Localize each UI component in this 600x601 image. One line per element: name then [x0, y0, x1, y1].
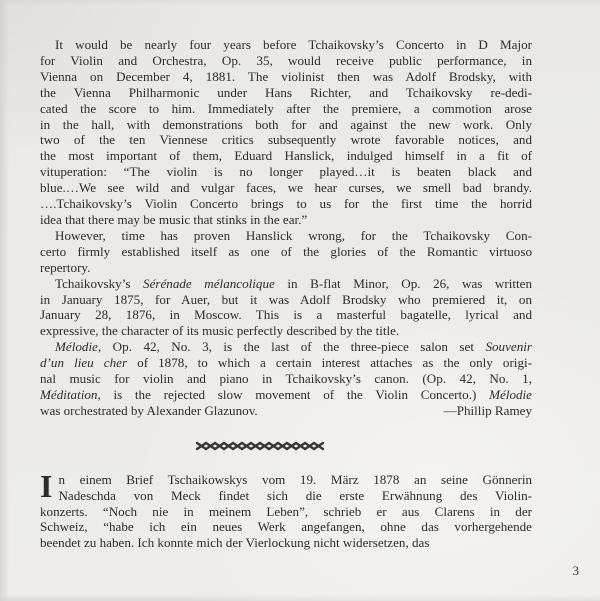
page-number: 3: [572, 563, 579, 578]
text-run: , is the rejected slow movement of the Violin Concerto.): [97, 386, 490, 402]
text-line: [40, 371, 532, 387]
text-run: expressive, the character of its music perfectly described by the title.: [40, 323, 400, 339]
text-run: in January 1875, for Auer, but it was Adolf Brodsky who premiered it, on: [40, 291, 532, 307]
text-run: konzerts. “Noch nie in meinem Leben”, schrieb er aus Clarens in der: [40, 503, 532, 519]
italic-title-run: Sérénade mélancolique: [143, 275, 275, 291]
text-run: the Vienna Philharmonic under Hans Richter, and Tchaikovsky re-dedi-: [40, 84, 532, 100]
text-run: of 1878, to which a certain interest attaches as the only origi-: [127, 355, 532, 371]
italic-title-run: Méditation: [40, 386, 98, 402]
italic-title-run: Souvenir: [485, 339, 532, 355]
text-run: for Violin and Orchestra, Op. 35, would receive public performance, in: [40, 52, 532, 68]
text-line: [40, 292, 532, 308]
text-line: [40, 519, 532, 535]
italic-title-run: Mélodie: [55, 339, 98, 355]
text-line: [40, 488, 532, 504]
text-line: [40, 535, 532, 551]
text-run: in the hall, with demonstrations both for and against the new work. Only: [40, 116, 532, 132]
text-line: [40, 504, 532, 520]
text-line: [40, 164, 532, 180]
text-line: [40, 472, 532, 488]
text-line: [40, 228, 532, 244]
german-notes-section: [40, 467, 532, 552]
text-line: [40, 339, 532, 355]
paragraph: [40, 37, 532, 228]
text-run: cated the score to him. Immediately after the premiere, a commotion arose: [40, 100, 532, 116]
text-line: [40, 69, 532, 85]
text-run: ….Tchaikovsky’s Violin Concerto brings to us for the first time the horrid: [40, 196, 532, 212]
text-line: [40, 323, 532, 339]
text-run: nal music for violin and piano in Tchaikovsky’s canon. (Op. 42, No. 1,: [40, 371, 532, 387]
text-line: [40, 37, 532, 53]
text-line: [40, 180, 532, 196]
text-line: [40, 355, 532, 371]
text-run: blue.…We see wild and vulgar faces, we hear curses, we smell bad brandy.: [40, 180, 532, 196]
paragraph: [40, 467, 532, 552]
text-line: [40, 85, 532, 101]
text-run: the most important of them, Eduard Hanslick, indulged himself in a fit of: [40, 148, 532, 164]
italic-title-run: d’un lieu cher: [40, 355, 128, 371]
text-run: repertory.: [40, 259, 91, 275]
text-line: [40, 307, 532, 323]
text-run: Nadeschda von Meck findet sich die erste Erwähnung des Violin-: [58, 487, 532, 503]
text-run: idea that there may be music that stinks in the ear.”: [40, 211, 308, 227]
text-line: [40, 148, 532, 164]
text-run: in B-flat Minor, Op. 26, was written: [274, 275, 533, 291]
text-line: [40, 387, 532, 403]
text-run: It would be nearly four years before Tchaikovsky’s Concerto in D Major: [55, 37, 532, 52]
paragraph: [40, 228, 532, 276]
text-run: Tchaikovsky’s: [55, 275, 144, 291]
divider-row: [40, 440, 532, 452]
text-run: was orchestrated by Alexander Glazunov.: [40, 402, 258, 418]
text-run: vituperation: “The violin is no longer played…it is beaten black and: [40, 164, 532, 180]
text-line: [40, 244, 532, 260]
english-notes-section: [40, 37, 532, 419]
text-run: n einem Brief Tschaikowskys vom 19. März 1878 an seine Gönnerin: [58, 471, 532, 487]
braid-chain-divider-icon: [196, 440, 324, 452]
italic-title-run: Mélodie: [489, 386, 532, 402]
text-line: [40, 132, 532, 148]
text-line: [40, 276, 532, 292]
text-run: Vienna on December 4, 1881. The violinist then was Adolf Brodsky, with: [40, 68, 532, 84]
text-line: [40, 53, 532, 69]
text-run: certo firmly established itself as one of the glories of the Romantic virtuoso: [40, 243, 532, 259]
text-line: [40, 117, 532, 133]
text-line: [40, 260, 532, 276]
text-line: [40, 101, 532, 117]
text-run: two of the ten Viennese critics subsequently wrote favorable notices, and: [40, 132, 532, 148]
text-run: beendet zu haben. Ich konnte mich der Vierlockung nicht widersetzen, das: [40, 535, 430, 551]
text-line: [40, 196, 532, 212]
text-run: , Op. 42, No. 3, is the last of the three-piece salon set: [97, 339, 486, 355]
text-line: [40, 403, 532, 419]
text-run: January 28, 1876, in Moscow. This is a masterful bagatelle, lyrical and: [40, 307, 532, 323]
liner-notes-text: [40, 37, 532, 551]
drop-cap: I: [40, 467, 53, 504]
text-line: [40, 212, 532, 228]
text-run: However, time has proven Hanslick wrong, for the Tchaikovsky Con-: [55, 227, 532, 243]
byline: —Phillip Ramey: [443, 402, 532, 418]
paragraph: [40, 339, 532, 419]
text-run: Schweiz, “habe ich ein neues Werk angefangen, ohne das vorhergehende: [40, 519, 532, 535]
paragraph: [40, 276, 532, 340]
